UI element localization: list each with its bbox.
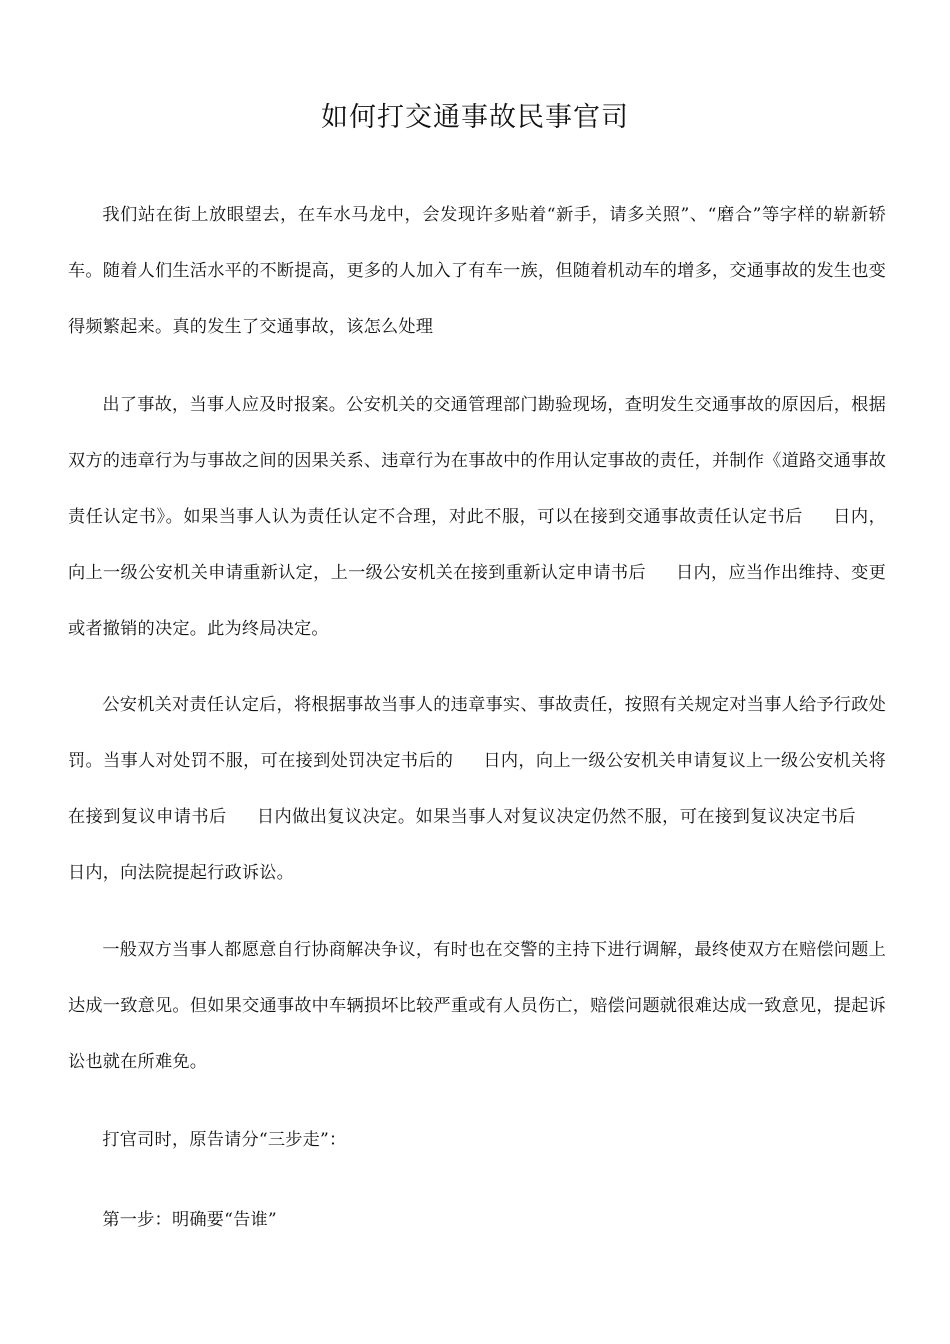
paragraph-three-steps: 打官司时，原告请分“三步走”： bbox=[102, 1130, 347, 1150]
paragraph-text: 日内，向上一级公安机关申请重新认定，上一级公安机关在接到重新认定申请书后 bbox=[68, 507, 886, 583]
paragraph-text: 日内，向法院提起行政诉讼。 bbox=[68, 863, 295, 883]
paragraph-text: 日内，应当作出维持、变更或者撤销的决定。此为终局决定。 bbox=[68, 563, 886, 639]
paragraph-intro: 我们站在街上放眼望去，在车水马龙中，会发现许多贴着“新手，请多关照”、“磨合”等字样的崭新轿车。随着人们生活水平的不断提高，更多的人加入了有车一族，但随着机动车的增多，交通事故的发生也变得频繁起来。真的发生了交通事故，该怎么处理 bbox=[68, 205, 886, 337]
paragraph-negotiation: 一般双方当事人都愿意自行协商解决争议，有时也在交警的主持下进行调解，最终使双方在赔偿问题上达成一致意见。但如果交通事故中车辆损坏比较严重或有人员伤亡，赔偿问题就很难达成一致意见，提起诉讼也就在所难免。 bbox=[68, 940, 886, 1072]
document-title: 如何打交通事故民事官司 bbox=[321, 102, 629, 133]
paragraph-step-one: 第一步：明确要“告谁” bbox=[102, 1210, 277, 1230]
paragraph-text: 公安机关对责任认定后，将根据事故当事人的违章事实、事故责任，按照有关规定对当事人给予行政处罚。当事人对处罚不服，可在接到处罚决定书后的 bbox=[68, 695, 886, 771]
paragraph-text: 日内，向上一级公安机关申请复议上一级公安机关将在接到复议申请书后 bbox=[68, 751, 886, 827]
paragraph-text: 出了事故，当事人应及时报案。公安机关的交通管理部门勘验现场，查明发生交通事故的原因后，根据双方的违章行为与事故之间的因果关系、违章行为在事故中的作用认定事故的责任，并制作《道路交通事故责任认定书》。如果当事人认为责任认定不合理，对此不服，可以在接到交通事故责任认定书后 bbox=[68, 395, 886, 527]
paragraph-administrative-penalty bbox=[68, 677, 886, 901]
paragraph-text: 日内做出复议决定。如果当事人对复议决定仍然不服，可在接到复议决定书后 bbox=[256, 807, 856, 827]
paragraph-accident-report bbox=[68, 377, 886, 657]
